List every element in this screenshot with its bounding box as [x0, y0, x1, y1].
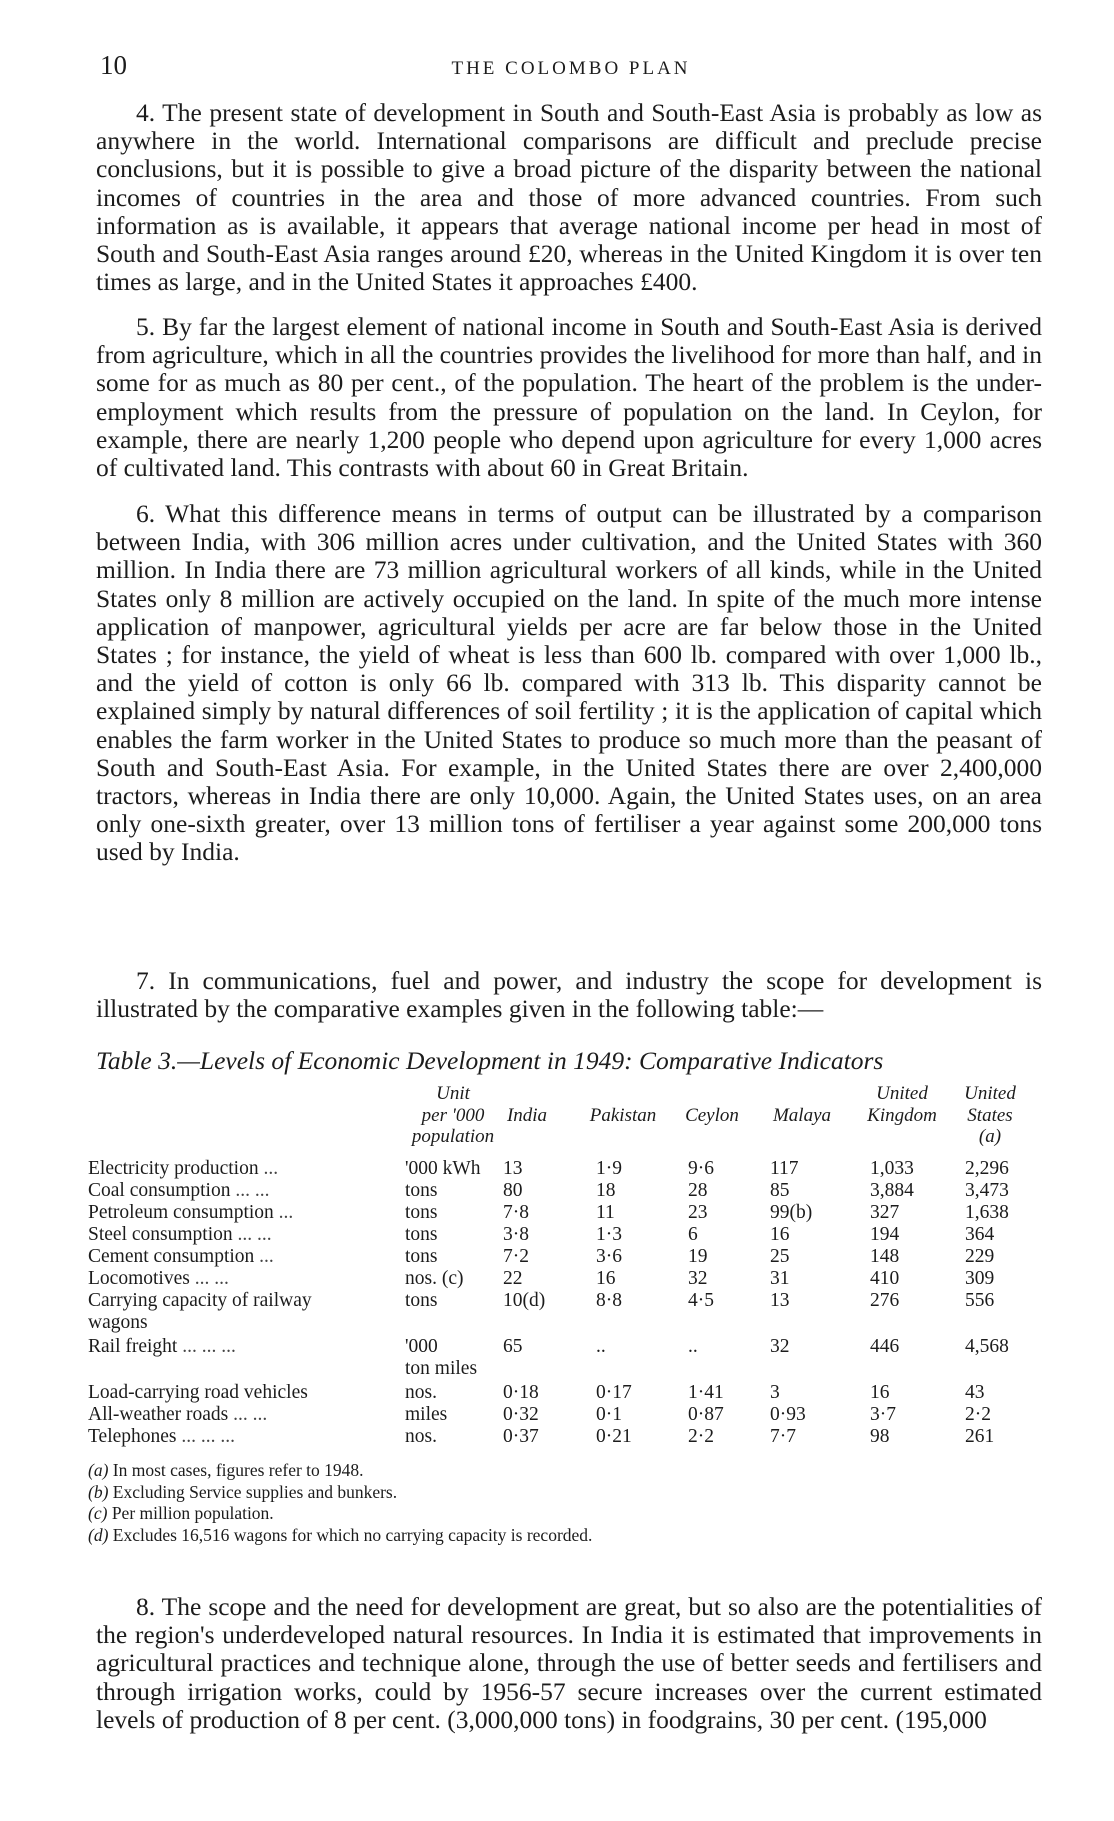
cell-united-kingdom: 1,033 — [870, 1158, 914, 1179]
row-unit: '000 kWh — [405, 1158, 481, 1179]
table-row — [0, 1426, 1114, 1448]
cell-united-kingdom: 194 — [870, 1224, 900, 1245]
cell-united-states: 556 — [965, 1290, 995, 1311]
cell-malaya: 85 — [770, 1180, 790, 1201]
cell-malaya: 99(b) — [770, 1202, 813, 1223]
cell-united-kingdom: 148 — [870, 1246, 900, 1267]
footnote: (a) In most cases, figures refer to 1948. — [88, 1460, 364, 1480]
cell-pakistan: 11 — [596, 1202, 615, 1223]
cell-pakistan: 0·21 — [596, 1426, 632, 1447]
cell-united-kingdom: 446 — [870, 1336, 900, 1357]
footnote: (d) Excludes 16,516 wagons for which no carrying capacity is recorded. — [88, 1524, 593, 1545]
cell-india: 80 — [503, 1180, 523, 1201]
row-unit: tons — [405, 1202, 438, 1223]
running-head: THE COLOMBO PLAN — [451, 58, 691, 79]
table-row — [0, 1336, 1114, 1380]
table-footnotes — [88, 1460, 988, 1546]
cell-pakistan: 1·3 — [596, 1224, 622, 1245]
cell-united-kingdom: 327 — [870, 1202, 900, 1223]
row-unit: '000 ton miles — [405, 1336, 478, 1379]
cell-pakistan: 0·17 — [596, 1382, 632, 1403]
table-row — [0, 1202, 1114, 1224]
row-label: Telephones ... ... ... — [88, 1426, 236, 1447]
cell-ceylon: 2·2 — [688, 1426, 714, 1447]
paragraph-8: 8. The scope and the need for development are great, but so also are the potentialities of the region's underdeveloped natural resources. In India it is estimated that improvements in agricultural practices and technique alone, through the use of better seeds and fertilisers and through irrigation works, could by 1956-57 secure increases over the current estimated levels of production of 8 per cent. (3,000,000 tons) in foodgrains, 30 per cent. (195,000 — [96, 1592, 1042, 1734]
cell-united-kingdom: 276 — [870, 1290, 900, 1311]
cell-malaya: 13 — [770, 1290, 790, 1311]
row-label: Locomotives ... ... — [88, 1268, 229, 1289]
row-label: Coal consumption ... ... — [88, 1180, 270, 1201]
table-caption: Table 3.—Levels of Economic Development in 1949: Comparative Indicators — [96, 1046, 884, 1075]
page-number: 10 — [100, 50, 127, 80]
cell-united-states: 2,296 — [965, 1158, 1009, 1179]
cell-united-states: 4,568 — [965, 1336, 1009, 1357]
header-uk-line2: Kingdom — [867, 1104, 937, 1126]
paragraph-5: 5. By far the largest element of national income in South and South-East Asia is derived from agriculture, which in all the countries provides the livelihood for more than half, and in some for as much as 80 per cent., of the population. The heart of the problem is the under-employment which results from the pressure of population on the land. In Ceylon, for example, there are nearly 1,200 people who depend upon agriculture for every 1,000 acres of cultivated land. This contrasts with about 60 in Great Britain. — [96, 312, 1042, 483]
cell-united-states: 3,473 — [965, 1180, 1009, 1201]
row-unit: tons — [405, 1290, 438, 1311]
row-label: Load-carrying road vehicles — [88, 1382, 308, 1403]
row-unit: tons — [405, 1224, 438, 1245]
cell-ceylon: 23 — [688, 1202, 708, 1223]
row-label: Petroleum consumption ... — [88, 1202, 294, 1223]
paragraph-6: 6. What this difference means in terms of output can be illustrated by a comparison between India, with 306 million acres under cultivation, and the United States with 360 million. In India there are 73 million agricultural workers of all kinds, while in the United States only 8 million are actively occupied on the land. In spite of the much more intense application of manpower, agricultural yields per acre are far below those in the United States ; for instance, the yield of wheat is less than 600 lb. compared with over 1,000 lb., and the yield of cotton is only 66 lb. compared with 313 lb. This disparity cannot be explained simply by natural differences of soil fertility ; it is the application of capital which enables the farm worker in the United States to produce so much more than the peasant of South and South-East Asia. For example, in the United States there are over 2,400,000 tractors, whereas in India there are only 10,000. Again, the United States uses, on an area only one-sixth greater, over 13 million tons of fertiliser a year against some 200,000 tons used by India. — [96, 499, 1042, 867]
header-us-line3: (a) — [978, 1126, 1002, 1147]
cell-united-states: 43 — [965, 1382, 985, 1403]
cell-ceylon: 1·41 — [688, 1382, 724, 1403]
cell-united-kingdom: 98 — [870, 1426, 890, 1447]
row-unit: nos. — [405, 1426, 437, 1447]
cell-pakistan: 1·9 — [596, 1158, 622, 1179]
header-unit-line1: Unit — [436, 1083, 470, 1104]
table-row — [0, 1158, 1114, 1180]
cell-ceylon: 9·6 — [688, 1158, 714, 1179]
cell-malaya: 7·7 — [770, 1426, 796, 1447]
header-unit-line3: population — [411, 1126, 495, 1147]
table-row — [0, 1404, 1114, 1426]
cell-united-states: 229 — [965, 1246, 995, 1267]
cell-ceylon: .. — [688, 1336, 698, 1357]
cell-malaya: 3 — [770, 1382, 780, 1403]
header-uk-line1: United — [876, 1083, 928, 1104]
footnote: (b) Excluding Service supplies and bunkers. — [88, 1481, 398, 1502]
cell-india: 0·18 — [503, 1382, 539, 1403]
row-label: Steel consumption ... ... — [88, 1224, 272, 1245]
table-row — [0, 1290, 1114, 1334]
cell-pakistan: 8·8 — [596, 1290, 622, 1311]
cell-india: 22 — [503, 1268, 523, 1289]
cell-malaya: 25 — [770, 1246, 790, 1267]
cell-india: 7·8 — [503, 1202, 529, 1223]
cell-india: 65 — [503, 1336, 523, 1357]
cell-ceylon: 32 — [688, 1268, 708, 1289]
row-label: Rail freight ... ... ... — [88, 1336, 236, 1357]
header-malaya: Malaya — [772, 1105, 832, 1126]
row-label: Cement consumption ... — [88, 1246, 274, 1267]
cell-india: 3·8 — [503, 1224, 529, 1245]
table-row — [0, 1382, 1114, 1404]
cell-ceylon: 19 — [688, 1246, 708, 1267]
cell-pakistan: 16 — [596, 1268, 616, 1289]
cell-india: 7·2 — [503, 1246, 529, 1267]
cell-pakistan: .. — [596, 1336, 606, 1357]
row-label: All-weather roads ... ... — [88, 1404, 268, 1425]
cell-india: 0·32 — [503, 1404, 539, 1425]
table-row — [0, 1268, 1114, 1290]
paragraph-7: 7. In communications, fuel and power, and industry the scope for development is illustrated by the comparative examples given in the following table:— — [96, 966, 1042, 1024]
cell-malaya: 0·93 — [770, 1404, 806, 1425]
row-unit: nos. — [405, 1382, 437, 1403]
cell-united-states: 2·2 — [965, 1404, 991, 1425]
header-unit — [408, 1083, 498, 1148]
cell-india: 13 — [503, 1158, 523, 1179]
cell-united-states: 1,638 — [965, 1202, 1009, 1223]
row-unit: tons — [405, 1246, 438, 1267]
header-unit-line2: per '000 — [421, 1104, 485, 1126]
row-label: Carrying capacity of railway wagons — [88, 1290, 312, 1333]
cell-malaya: 32 — [770, 1336, 790, 1357]
header-pakistan: Pakistan — [589, 1105, 657, 1126]
cell-pakistan: 18 — [596, 1180, 616, 1201]
cell-united-states: 261 — [965, 1426, 995, 1447]
cell-ceylon: 6 — [688, 1224, 698, 1245]
table-row — [0, 1180, 1114, 1202]
table-row — [0, 1246, 1114, 1268]
cell-ceylon: 28 — [688, 1180, 708, 1201]
cell-united-states: 364 — [965, 1224, 995, 1245]
header-united-kingdom — [852, 1083, 952, 1126]
cell-united-kingdom: 3·7 — [870, 1404, 896, 1425]
header-us-line2: States — [967, 1104, 1013, 1126]
paragraph-4: 4. The present state of development in South and South-East Asia is probably as low as anywhere in the world. International comparisons are difficult and preclude precise conclusions, but it is possible to give a broad picture of the disparity between the national incomes of countries in the area and those of more advanced countries. From such information as is available, it appears that average national income per head in most of South and South-East Asia ranges around £20, whereas in the United Kingdom it is over ten times as large, and in the United States it approaches £400. — [96, 98, 1042, 297]
cell-india: 10(d) — [503, 1290, 546, 1311]
cell-malaya: 117 — [770, 1158, 799, 1179]
row-unit: tons — [405, 1180, 438, 1201]
row-unit: nos. (c) — [405, 1268, 464, 1289]
cell-malaya: 16 — [770, 1224, 790, 1245]
header-india: India — [506, 1105, 548, 1126]
header-us-line1: United — [964, 1083, 1016, 1104]
cell-india: 0·37 — [503, 1426, 539, 1447]
cell-ceylon: 4·5 — [688, 1290, 714, 1311]
table-row — [0, 1224, 1114, 1246]
footnote: (c) Per million population. — [88, 1503, 274, 1523]
cell-pakistan: 3·6 — [596, 1246, 622, 1267]
page-header — [100, 50, 1042, 90]
row-unit: miles — [405, 1404, 448, 1425]
cell-united-kingdom: 16 — [870, 1382, 890, 1403]
row-label: Electricity production ... — [88, 1158, 279, 1179]
cell-united-kingdom: 3,884 — [870, 1180, 914, 1201]
cell-united-kingdom: 410 — [870, 1268, 900, 1289]
header-ceylon: Ceylon — [685, 1105, 739, 1126]
cell-malaya: 31 — [770, 1268, 790, 1289]
header-united-states — [950, 1083, 1030, 1148]
cell-united-states: 309 — [965, 1268, 995, 1289]
cell-pakistan: 0·1 — [596, 1404, 622, 1425]
cell-ceylon: 0·87 — [688, 1404, 724, 1425]
